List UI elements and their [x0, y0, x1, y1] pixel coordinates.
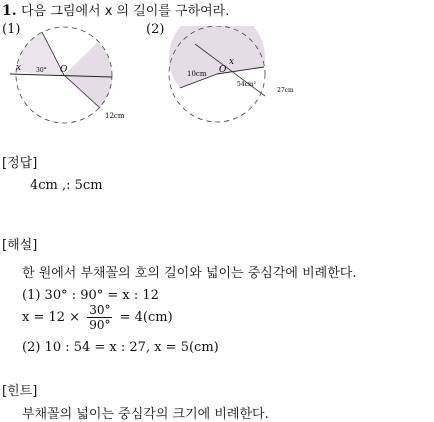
figure-2-radius: 10cm: [187, 70, 207, 78]
problem-text: 다음 그림에서 x 의 길이를 구하여라.: [21, 4, 230, 19]
explanation-fraction: [87, 303, 112, 332]
fraction-numerator: 30°: [89, 303, 111, 317]
fraction-denominator: 90°: [89, 318, 111, 332]
figure-1-var: x: [16, 63, 22, 73]
figure-2-label: (2): [146, 22, 165, 37]
figure-1-length: 12cm: [105, 112, 125, 120]
explanation-line-3-rhs: = 4(cm): [119, 310, 173, 325]
figure-1: [0, 26, 145, 136]
answer-heading: [정답]: [2, 156, 38, 171]
figure-2: [165, 26, 315, 136]
answer-text: 4cm ,: 5cm: [30, 178, 103, 193]
explanation-line-3-lhs: x = 12 ×: [22, 310, 81, 325]
problem-title: [2, 0, 229, 19]
figure-1-sector: [64, 42, 112, 108]
figure-2-sector: [169, 26, 265, 88]
figure-2-area: 54cm²: [237, 81, 257, 88]
problem-number: 1.: [2, 3, 17, 19]
explanation-line-2: (1) 30° : 90° = x : 12: [22, 288, 159, 303]
figure-2-var: x: [229, 57, 235, 67]
figure-2-arc: 27cm: [277, 87, 294, 94]
explanation-line-3: [22, 303, 173, 332]
figure-1-label: (1): [2, 22, 21, 37]
explanation-line-1: 한 원에서 부채꼴의 호의 길이와 넓이는 중심각에 비례한다.: [22, 266, 357, 281]
explanation-heading: [해설]: [2, 238, 38, 253]
figure-1-center-label: O: [60, 65, 68, 75]
hint-heading: [힌트]: [2, 384, 38, 399]
figure-2-center-label: O: [219, 65, 227, 75]
explanation-line-4: (2) 10 : 54 = x : 27, x = 5(cm): [22, 340, 219, 355]
figure-1-angle: 30°: [36, 67, 47, 74]
hint-text: 부채꼴의 넓이는 중심각의 크기에 비례한다.: [22, 407, 269, 422]
